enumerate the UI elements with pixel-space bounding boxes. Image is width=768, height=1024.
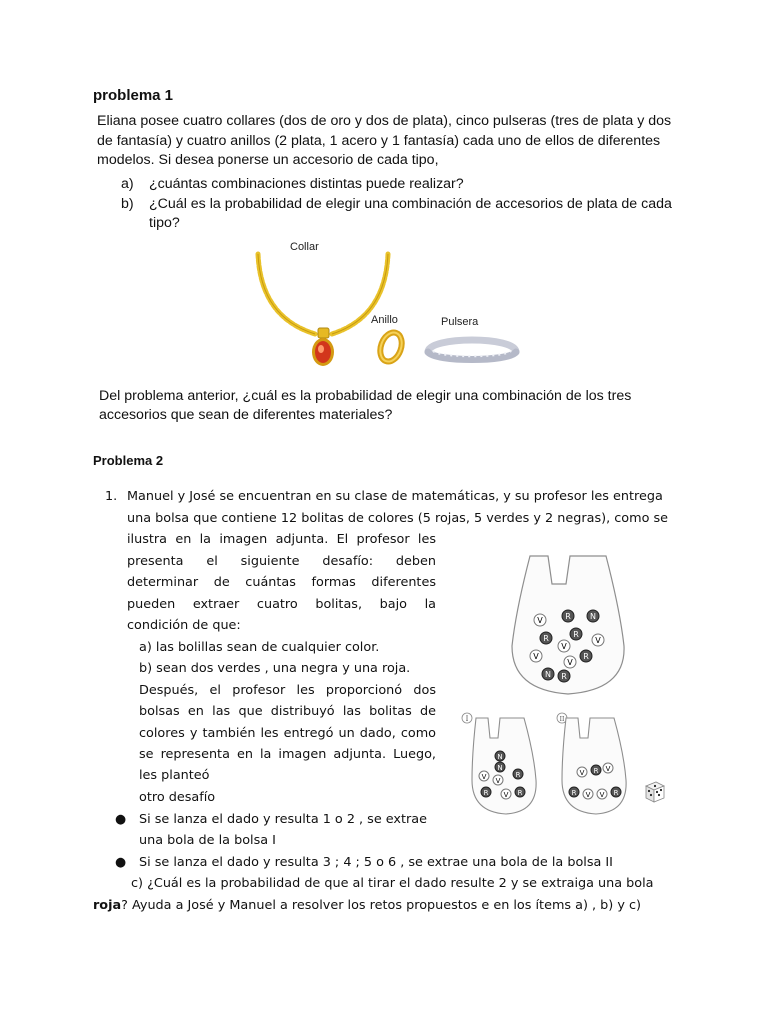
text-line-1: Manuel y José se encuentran en su clase de matemáticas, y su profesor les entrega xyxy=(127,489,663,504)
necklace-image xyxy=(258,254,388,366)
text-desp-2: bolsas en las que distribuyó las bolitas de xyxy=(139,704,436,719)
text-desp-5: les planteó xyxy=(139,768,210,783)
svg-text:V: V xyxy=(537,616,543,625)
svg-text:R: R xyxy=(561,672,567,681)
ball-red xyxy=(611,787,621,797)
text-desp-3: colores y también les entregó un dado, como xyxy=(139,726,436,741)
bag-two xyxy=(557,713,626,814)
bullet-1-line-1: Si se lanza el dado y resulta 1 o 2 , se extrae xyxy=(139,812,427,827)
text-desp-4: se representa en la imagen adjunta. Luego, xyxy=(139,747,436,762)
condition-b: b) sean dos verdes , una negra y una roja. xyxy=(139,661,411,676)
main-bag-figure xyxy=(508,550,628,698)
anillo-label: Anillo xyxy=(371,314,398,326)
ball-green xyxy=(577,767,587,777)
svg-text:R: R xyxy=(573,630,579,639)
condition-a: a) las bolillas sean de cualquier color. xyxy=(139,640,380,655)
ball-red xyxy=(569,787,579,797)
ball-green xyxy=(534,614,546,626)
svg-text:V: V xyxy=(561,642,567,651)
ball-green xyxy=(603,763,613,773)
bag-one xyxy=(462,713,536,814)
svg-text:R: R xyxy=(583,652,589,661)
ball-red xyxy=(562,610,574,622)
svg-text:V: V xyxy=(567,658,573,667)
ball-black xyxy=(495,751,505,761)
ball-red xyxy=(513,769,523,779)
bag-two-label: II xyxy=(559,716,565,723)
ball-green xyxy=(558,640,570,652)
collar-label: Collar xyxy=(290,241,319,253)
svg-text:V: V xyxy=(585,791,591,799)
bullet-1-marker: ● xyxy=(115,812,127,827)
svg-text:N: N xyxy=(497,753,503,761)
bullet-1-line-2: una bola de la bolsa I xyxy=(139,833,276,848)
svg-text:N: N xyxy=(497,764,503,772)
question-a-text: ¿cuántas combinaciones distintas puede realizar? xyxy=(149,176,464,192)
ball-green xyxy=(493,775,503,785)
item-number: 1. xyxy=(105,489,118,504)
ball-black xyxy=(542,668,554,680)
ball-red xyxy=(558,670,570,682)
problem-1-final-question: Del problema anterior, ¿cuál es la probabilidad de elegir una combinación de los tres accesorios que sean de diferentes materiales? xyxy=(99,388,632,423)
svg-text:V: V xyxy=(503,791,509,799)
die-icon xyxy=(646,782,664,802)
svg-text:R: R xyxy=(593,767,599,775)
question-c-bold-word: roja xyxy=(93,898,122,913)
accessories-figure xyxy=(240,228,680,378)
svg-text:N: N xyxy=(545,670,551,679)
text-line-4: presenta el siguiente desafío: deben xyxy=(127,554,436,569)
svg-text:R: R xyxy=(515,771,521,779)
ball-red xyxy=(481,787,491,797)
svg-text:N: N xyxy=(590,612,596,621)
ball-red xyxy=(570,628,582,640)
question-c-line-2-rest: ? Ayuda a José y Manuel a resolver los retos propuestos e en los ítems a) , b) y c) xyxy=(121,898,642,913)
problem-1-title: problema 1 xyxy=(93,87,174,104)
bullet-2-marker: ● xyxy=(115,855,127,870)
text-line-5: determinar de cuántas formas diferentes xyxy=(127,575,436,590)
text-desp-6: otro desafío xyxy=(139,790,216,805)
svg-text:R: R xyxy=(517,789,523,797)
ball-red xyxy=(515,787,525,797)
question-b-text: ¿Cuál es la probabilidad de elegir una combinación de accesorios de plata de cada tipo? xyxy=(149,195,672,231)
ball-green xyxy=(479,771,489,781)
question-a xyxy=(121,175,681,195)
svg-text:R: R xyxy=(613,789,619,797)
problem-2-title: Problema 2 xyxy=(93,453,164,468)
ball-red xyxy=(540,632,552,644)
question-b-label: b) xyxy=(121,195,134,212)
ball-red xyxy=(591,765,601,775)
svg-text:R: R xyxy=(543,634,549,643)
svg-text:V: V xyxy=(599,791,605,799)
question-a-label: a) xyxy=(121,176,134,192)
svg-text:V: V xyxy=(605,765,611,773)
svg-text:V: V xyxy=(495,777,501,785)
svg-text:V: V xyxy=(579,769,585,777)
ball-green xyxy=(530,650,542,662)
svg-text:V: V xyxy=(595,636,601,645)
ball-green xyxy=(583,789,593,799)
pulsera-label: Pulsera xyxy=(441,316,479,328)
bracelet-image xyxy=(428,340,516,360)
ball-black xyxy=(587,610,599,622)
text-line-7: condición de que: xyxy=(127,618,241,633)
text-line-2: una bolsa que contiene 12 bolitas de colores (5 rojas, 5 verdes y 2 negras), como se xyxy=(127,511,669,526)
text-desp-1: Después, el profesor les proporcionó dos xyxy=(139,683,436,698)
svg-text:R: R xyxy=(571,789,577,797)
svg-text:R: R xyxy=(565,612,571,621)
bullet-2: Si se lanza el dado y resulta 3 ; 4 ; 5 o 6 , se extrae una bola de la bolsa II xyxy=(139,855,613,870)
bag-one-label: I xyxy=(465,715,469,723)
problem-1-intro: Eliana posee cuatro collares (dos de oro y dos de plata), cinco pulseras (tres de plata y dos de fantasía) y cuatro anillos (2 plata, 1 acero y 1 fantasía) cada uno de ellos de diferentes modelos. Si desea ponerse un accesorio de cada tipo, xyxy=(97,113,672,168)
ball-green xyxy=(597,789,607,799)
text-line-3: ilustra en la imagen adjunta. El profesor les xyxy=(127,532,436,547)
svg-text:V: V xyxy=(481,773,487,781)
ball-black xyxy=(495,762,505,772)
question-c-line-1: c) ¿Cuál es la probabilidad de que al tirar el dado resulte 2 y se extraiga una bola xyxy=(131,876,654,891)
ring-image xyxy=(376,329,405,364)
svg-text:V: V xyxy=(533,652,539,661)
text-line-6: pueden extraer cuatro bolitas, bajo la xyxy=(127,597,436,612)
ball-red xyxy=(580,650,592,662)
ball-green xyxy=(501,789,511,799)
question-c-line-2 xyxy=(93,895,641,917)
two-bags-figure xyxy=(458,704,678,818)
svg-text:R: R xyxy=(483,789,489,797)
problem-1-questions xyxy=(121,175,681,234)
ball-green xyxy=(564,656,576,668)
ball-green xyxy=(592,634,604,646)
